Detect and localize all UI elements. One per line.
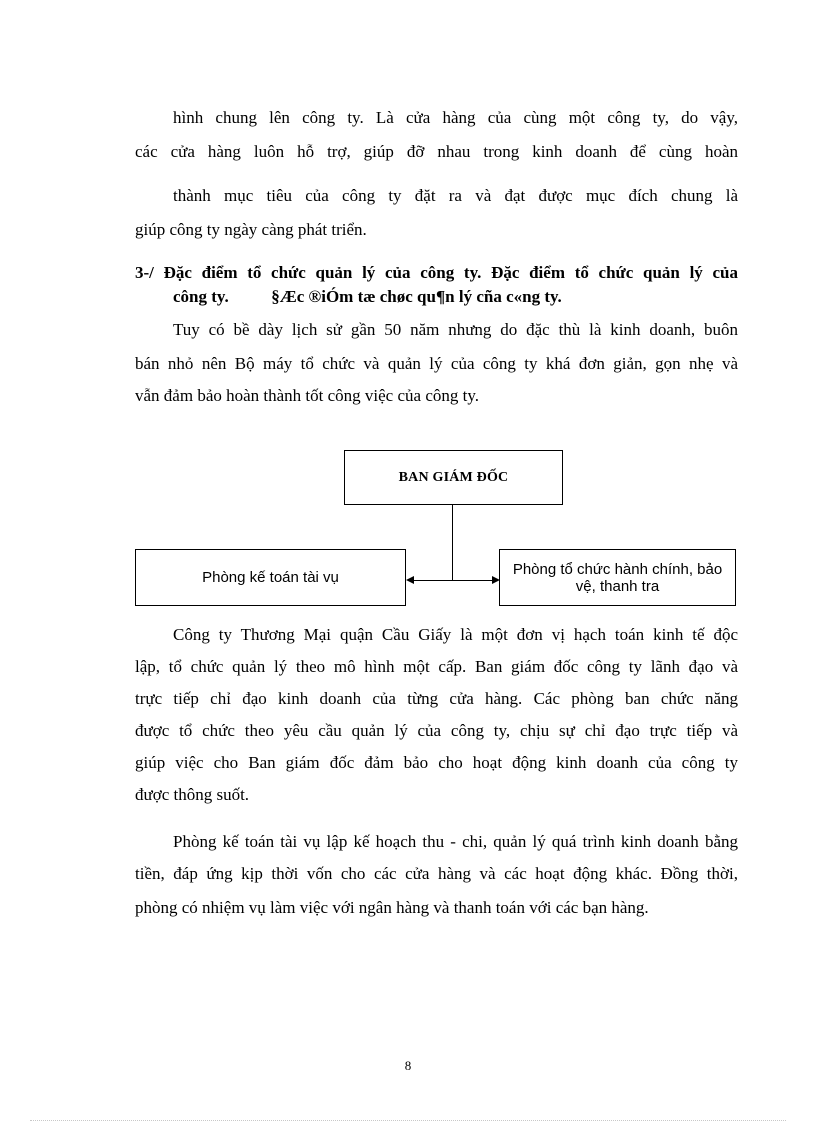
- org-box-admin-label-2: vệ, thanh tra: [575, 577, 660, 595]
- connector-vertical: [452, 505, 453, 580]
- text-line: Công ty Thương Mại quận Cầu Giấy là một đơn vị hạch toán kinh tế độc: [173, 625, 738, 644]
- page-number: 8: [404, 1058, 412, 1073]
- org-box-accounting-label: Phòng kế toán tài vụ: [202, 569, 339, 586]
- text-line: thành mục tiêu của công ty đặt ra và đạt được mục đích chung là: [173, 186, 738, 205]
- connector-horizontal: [413, 580, 492, 581]
- text-line: trực tiếp chỉ đạo kinh doanh của từng cửa hàng. Các phòng ban chức năng: [135, 689, 738, 708]
- text-line: lập, tổ chức quản lý theo mô hình một cấp. Ban giám đốc công ty lãnh đạo và: [135, 657, 738, 676]
- text-line: phòng có nhiệm vụ làm việc với ngân hàng và thanh toán với các bạn hàng.: [135, 898, 649, 917]
- text-line: hình chung lên công ty. Là cửa hàng của cùng một công ty, do vậy,: [173, 108, 738, 127]
- text-line: bán nhỏ nên Bộ máy tổ chức và quản lý của công ty khá đơn giản, gọn nhẹ và: [135, 354, 738, 373]
- text-line: được thông suốt.: [135, 785, 250, 804]
- text-line: Phòng kế toán tài vụ lập kế hoạch thu - chi, quản lý quá trình kinh doanh bằng: [173, 832, 738, 851]
- org-box-board: [344, 450, 563, 505]
- heading-line-1: 3-/ Đặc điểm tổ chức quản lý của công ty. Đặc điểm tổ chức quản lý của: [135, 263, 738, 282]
- text-line: các cửa hàng luôn hỗ trợ, giúp đỡ nhau trong kinh doanh để cùng hoàn: [135, 142, 738, 161]
- text-line: giúp việc cho Ban giám đốc đảm bảo cho hoạt động kinh doanh của công ty: [135, 753, 738, 772]
- heading-line-2: công ty. §Æc ®iÓm tæ chøc qu¶n lý cña c«ng ty.: [173, 287, 562, 306]
- text-line: Tuy có bề dày lịch sử gần 50 năm nhưng do đặc thù là kinh doanh, buôn: [173, 320, 738, 339]
- text-line: được tổ chức theo yêu cầu quản lý của công ty, chịu sự chỉ đạo trực tiếp và: [135, 721, 738, 740]
- text-line: giúp công ty ngày càng phát triển.: [135, 220, 367, 239]
- org-box-admin: [499, 549, 736, 606]
- org-box-accounting: [135, 549, 406, 606]
- org-box-admin-label-1: Phòng tổ chức hành chính, bảo: [512, 560, 723, 578]
- arrow-left: [406, 576, 414, 584]
- page-bottom-rule: [30, 1120, 786, 1121]
- text-line: vẫn đảm bảo hoàn thành tốt công việc của công ty.: [135, 386, 479, 405]
- org-box-board-label: BAN GIÁM ĐỐC: [398, 469, 509, 485]
- text-line: tiền, đáp ứng kịp thời vốn cho các cửa hàng và các hoạt động khác. Đồng thời,: [135, 864, 738, 883]
